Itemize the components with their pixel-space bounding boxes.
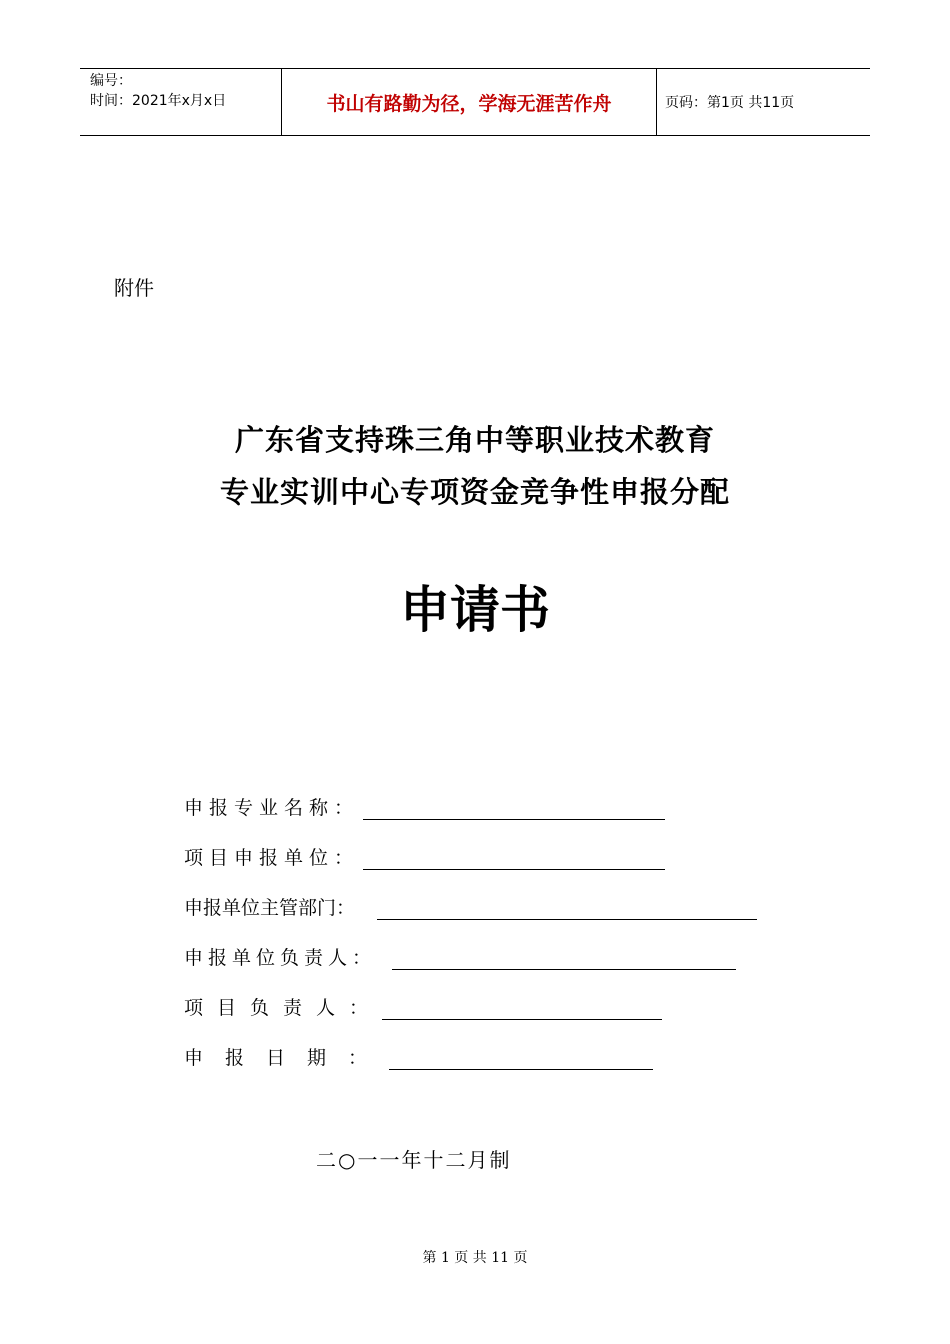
field-label: 申报单位主管部门： bbox=[184, 897, 356, 919]
unit-leader-line[interactable] bbox=[392, 951, 736, 970]
field-label: 项目申报单位： bbox=[184, 847, 360, 869]
field-project-leader bbox=[184, 992, 662, 1020]
made-date: 二○一一年十二月制 bbox=[316, 1148, 512, 1172]
title-line-1: 广东省支持珠三角中等职业技术教育 bbox=[234, 423, 715, 457]
document-type-title: 申请书 bbox=[400, 580, 550, 639]
project-leader-line[interactable] bbox=[382, 1001, 662, 1020]
field-supervising-department bbox=[184, 892, 757, 920]
title-line-2: 专业实训中心专项资金竞争性申报分配 bbox=[219, 475, 730, 509]
attachment-label: 附件 bbox=[114, 276, 154, 300]
time-label: 时间：2021年x月x日 bbox=[90, 93, 227, 109]
applicant-unit-line[interactable] bbox=[363, 851, 665, 870]
field-label: 申报单位负责人： bbox=[184, 947, 377, 969]
application-date-line[interactable] bbox=[389, 1051, 653, 1070]
page-footer: 第 1 页 共 11 页 bbox=[422, 1250, 528, 1266]
header-meta-cell bbox=[80, 69, 282, 135]
field-applicant-unit bbox=[184, 842, 665, 870]
number-label: 编号： bbox=[90, 73, 132, 89]
field-unit-leader bbox=[184, 942, 736, 970]
header-page-info: 页码：第1页 共11页 bbox=[665, 95, 795, 111]
field-application-date bbox=[184, 1042, 653, 1070]
field-label: 申报日期： bbox=[184, 1047, 390, 1069]
supervising-department-line[interactable] bbox=[377, 901, 757, 920]
major-name-line[interactable] bbox=[363, 801, 665, 820]
header-motto: 书山有路勤为径，学海无涯苦作舟 bbox=[282, 69, 657, 135]
field-major-name bbox=[184, 792, 665, 820]
document-header bbox=[80, 68, 870, 136]
field-label: 申报专业名称： bbox=[184, 797, 360, 819]
field-label: 项目负责人： bbox=[184, 997, 383, 1019]
